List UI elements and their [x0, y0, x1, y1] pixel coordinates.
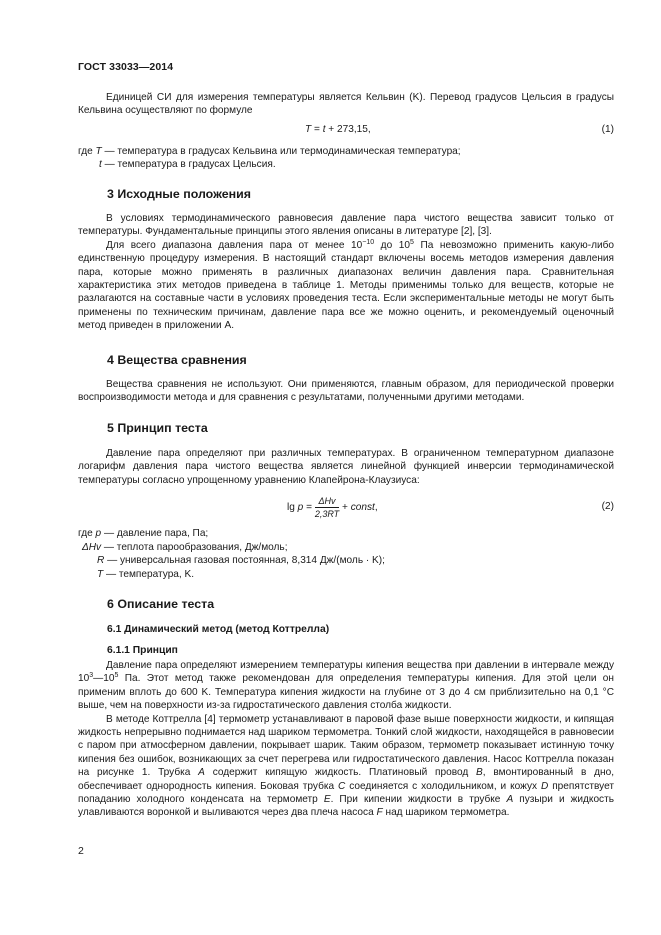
page-number: 2 — [78, 845, 84, 857]
where-1-t — [99, 158, 276, 171]
where-symbol: p — [95, 528, 102, 539]
formula-2-eq: = — [303, 502, 315, 514]
formula-2-const: const — [350, 502, 375, 514]
section-6-paragraph-2: В методе Коттрелла [4] термометр устанавливают в паровой фазе выше поверхности жидкости, и кипящая жидкость непрерывно поднимается над шариком термометра. Тонкий слой жидкости, находящейся в равновесии с паром при атмосферном давлении, покрывает шарик. Таким образом, термометр показывает истинную точку кипения без ошибок, возникающих за счет перегрева или гидростатического давления. Насос Коттрелла показан на рисунке 1. Трубка A содержит кипящую жидкость. Платиновый провод B, вмонтированный в дно, обеспечивает однородность кипения. Боковая трубка C соединяется с холодильником, и кожух D препятствует попаданию холодного конденсата на термометр E. При кипении жидкости в трубке A пузыри и жидкость улавливаются воронкой и выливаются через два плеча насоса F над шариком термометра. — [78, 713, 615, 819]
where-text: — универсальная газовая постоянная, 8,314 Дж/(моль · K); — [104, 555, 385, 566]
formula-2-lg: lg — [287, 502, 298, 514]
formula-2-number: (2) — [601, 501, 614, 512]
where-symbol: T — [97, 569, 104, 580]
formula-2-numerator: ΔHv — [315, 496, 339, 508]
section-3-paragraph-2: Для всего диапазона давления пара от менее $10^{-10}$ до $10^5$ Па невозможно применить какую-либо единственную процедуру измерения. В настоящий стандарт включены восемь методов измерения давления пара, которые можно применять в различных диапазонах величин давления пара. Сравнительная характеристика этих методов приведена в таблице 1. Методы применимы только для веществ, которые не разлагаются на составные части в условиях проведения теста. Если экспериментальные методы не могут быть применены по техническим причинам, давление пара все же можно оценить, и рекомендуемый оценочный метод приведен в приложении А. — [78, 238, 614, 332]
section-6-paragraph-1: Давление пара определяют измерением температуры кипения вещества при давлении в интервале между $10^3—10^5$ Па. Этот метод также рекомендован для определения температуры кипения. Для этой цели он применим вплоть до 600 K. Температура кипения жидкости на глубине от 3 до 4 см приблизительно на 0,1 °С выше, чем на поверхности из-за гидростатического давления столба жидкости. — [78, 660, 614, 712]
where-text: — температура в градусах Кельвина или термодинамическая температура; — [101, 146, 461, 157]
where-1-T — [78, 145, 461, 158]
where-symbol: ΔHv — [82, 542, 102, 553]
formula-1-end: + 273,15, — [325, 124, 371, 135]
section-3-body — [78, 212, 614, 333]
where-prefix: где — [78, 528, 96, 539]
document-header: ГОСТ 33033—2014 — [78, 61, 174, 73]
where-2-R — [97, 554, 385, 567]
formula-1-eq: = — [311, 124, 323, 135]
formula-2-p: p — [297, 502, 304, 514]
section-3-paragraph-1: В условиях термодинамического равновесия давление пара чистого вещества зависит только от температуры. Фундаментальные принципы этого явления описаны в литературе [2], [3]. — [78, 213, 614, 238]
formula-2-plus: + — [339, 502, 351, 514]
section-5-title: 5 Принцип теста — [107, 421, 208, 435]
intro-paragraph — [78, 91, 614, 118]
where-text: — давление пара, Па; — [101, 528, 209, 539]
subsection-6-1-title: 6.1 Динамический метод (метод Коттрелла) — [107, 624, 330, 635]
section-4-body — [78, 378, 614, 405]
where-prefix: где — [78, 146, 96, 157]
formula-2-fraction — [315, 496, 339, 519]
where-symbol: t — [99, 159, 102, 170]
section-6-title: 6 Описание теста — [107, 597, 215, 611]
where-symbol: T — [95, 146, 102, 157]
where-symbol: R — [97, 555, 105, 566]
section-4-paragraph-1: Вещества сравнения не используют. Они применяются, главным образом, для периодической проверки воспроизводимости метода и для сравнения с результатами, полученными другими методами. — [78, 379, 614, 404]
section-3-title: 3 Исходные положения — [107, 187, 251, 201]
where-2-T — [97, 568, 194, 581]
section-5-body — [78, 447, 614, 487]
formula-2-denominator: 2,3RT — [314, 509, 340, 519]
formula-1-t: t — [322, 124, 326, 135]
section-4-title: 4 Вещества сравнения — [107, 353, 247, 367]
section-6-body — [78, 659, 614, 820]
formula-2 — [287, 496, 378, 519]
formula-2-comma: , — [374, 502, 378, 514]
formula-1 — [305, 124, 371, 135]
where-text: — теплота парообразования, Дж/моль; — [101, 542, 288, 553]
intro-text: Единицей СИ для измерения температуры является Кельвин (K). Перевод градусов Цельсия в градусы Кельвина осуществляют по формуле — [78, 92, 614, 117]
subsection-6-1-1-title: 6.1.1 Принцип — [107, 645, 178, 656]
section-5-paragraph-1: Давление пара определяют при различных температурах. В ограниченном температурном диапазоне логарифм давления пара чистого вещества является линейной функцией инверсии термодинамической температуры согласно упрощенному уравнению Клапейрона-Клаузиуса: — [78, 448, 614, 486]
where-2-dhv — [82, 541, 288, 554]
formula-1-T: T — [305, 124, 312, 135]
formula-1-number: (1) — [601, 124, 614, 135]
where-text: — температура, K. — [103, 569, 195, 580]
where-2-p — [78, 527, 208, 540]
where-text: — температура в градусах Цельсия. — [101, 159, 276, 170]
